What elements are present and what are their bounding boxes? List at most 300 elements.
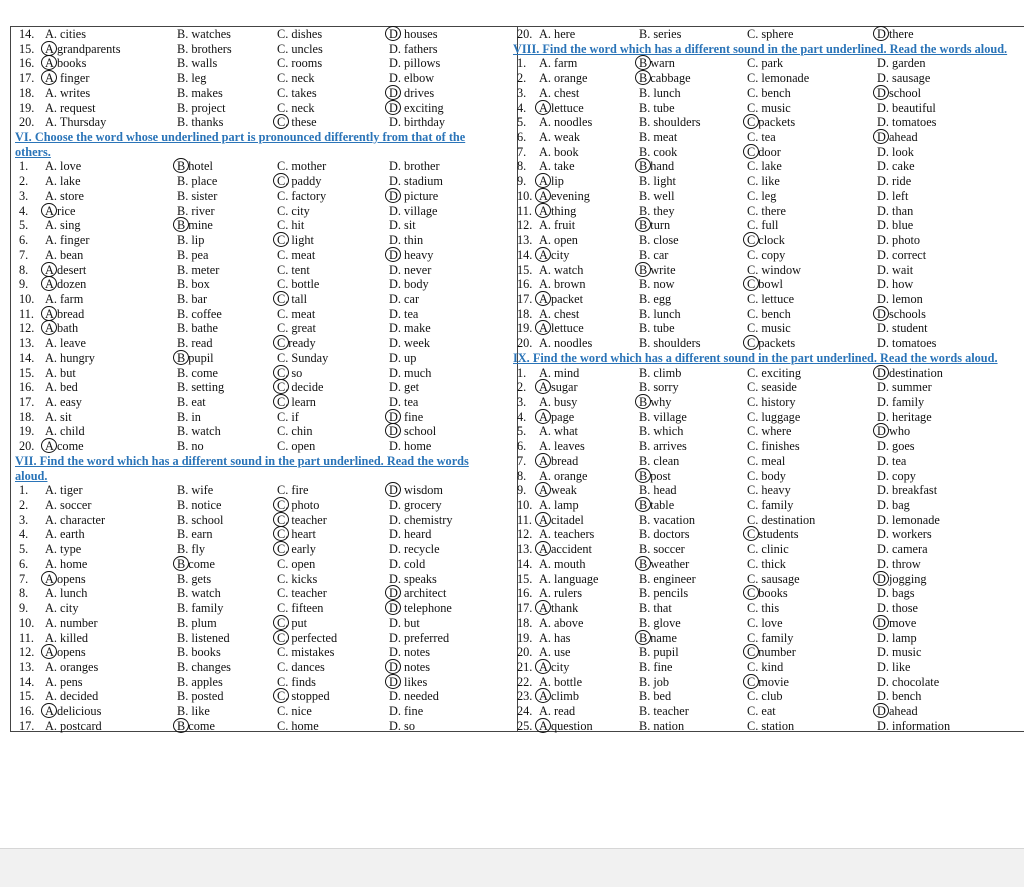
- option-word: tent: [291, 262, 310, 277]
- answer-option: [877, 424, 910, 439]
- answer-option: [45, 366, 76, 381]
- answer-option: [389, 483, 443, 498]
- answer-option: [747, 321, 791, 336]
- option-word: what: [554, 424, 578, 439]
- option-word: busy: [554, 395, 578, 409]
- answer-option: [877, 27, 914, 42]
- option-word: tube: [653, 100, 675, 115]
- answer-option: [277, 631, 337, 646]
- question-row: [15, 115, 513, 130]
- answer-option: [639, 410, 687, 425]
- answer-option: [747, 513, 815, 528]
- option-word: family: [191, 601, 224, 616]
- question-number: 8.: [19, 586, 29, 601]
- option-letter: C.: [277, 350, 289, 365]
- option-letter: D.: [389, 556, 401, 571]
- question-number: 5.: [19, 218, 29, 233]
- option-letter: D.: [877, 512, 889, 527]
- option-letter: B.: [639, 704, 651, 719]
- answer-option: [45, 586, 87, 601]
- option-letter: C.: [747, 85, 759, 100]
- answer-option: [45, 601, 79, 616]
- option-word: tomatoes: [892, 336, 937, 351]
- option-word: writes: [60, 85, 91, 100]
- answer-option: [389, 424, 436, 439]
- option-letter: C.: [747, 483, 759, 498]
- option-word: how: [892, 277, 914, 292]
- answer-option: [639, 631, 677, 646]
- option-word: meal: [761, 453, 786, 468]
- option-letter: B.: [177, 424, 189, 439]
- answer-option: [877, 307, 926, 322]
- option-letter: B.: [639, 277, 651, 292]
- answer-option: [639, 307, 681, 322]
- option-word: kind: [761, 659, 784, 674]
- option-letter: A.: [539, 233, 551, 248]
- option-word: bottle: [554, 674, 583, 689]
- answer-option: [539, 71, 588, 86]
- question-number: 7.: [517, 144, 527, 159]
- option-letter: C.: [747, 704, 759, 719]
- option-word: number: [758, 645, 796, 660]
- circled-option-letter: D.: [389, 483, 401, 498]
- option-letter: D.: [389, 233, 401, 248]
- option-word: movie: [758, 674, 790, 689]
- circled-option-letter: A: [45, 571, 54, 586]
- answer-option: [45, 616, 98, 631]
- option-word: than: [892, 203, 914, 218]
- question-row: [513, 336, 1021, 351]
- answer-option: [639, 542, 685, 557]
- circled-option-letter: A: [539, 321, 548, 336]
- answer-option: [277, 71, 315, 86]
- answer-option: [177, 704, 210, 719]
- circled-option-letter: C.: [277, 689, 289, 704]
- question-number: 6.: [19, 233, 29, 248]
- question-number: 19.: [19, 100, 35, 115]
- section-heading: aloud.: [15, 468, 48, 483]
- option-word: family: [761, 630, 794, 645]
- circled-option-letter: D.: [389, 601, 401, 616]
- question-row: [15, 704, 513, 719]
- option-letter: C.: [747, 159, 759, 174]
- option-word: leg: [761, 188, 777, 203]
- answer-option: [877, 366, 943, 381]
- option-word: read: [191, 336, 213, 351]
- option-letter: B.: [639, 130, 651, 145]
- option-letter: D.: [877, 262, 889, 277]
- question-row: [513, 527, 1021, 542]
- option-letter: D.: [389, 203, 401, 218]
- option-word: mother: [291, 159, 327, 174]
- option-word: soccer: [653, 542, 685, 557]
- answer-option: [277, 189, 326, 204]
- answer-option: [277, 351, 328, 366]
- option-letter: A.: [539, 615, 551, 630]
- option-word: store: [60, 188, 84, 203]
- circled-option-letter: C.: [277, 498, 289, 513]
- option-letter: C.: [277, 704, 289, 719]
- option-letter: B.: [177, 203, 189, 218]
- option-word: heavy: [761, 483, 791, 498]
- question-number: 24.: [517, 704, 533, 719]
- answer-option: [539, 263, 583, 278]
- answer-option: [177, 439, 204, 454]
- circled-option-letter: D: [877, 306, 886, 321]
- answer-option: [747, 366, 801, 381]
- question-row: [15, 292, 513, 307]
- option-letter: D.: [389, 718, 401, 733]
- question-row: [513, 660, 1021, 675]
- question-number: 5.: [517, 115, 527, 130]
- option-letter: D.: [877, 453, 889, 468]
- option-word: brown: [554, 277, 586, 292]
- answer-option: [539, 321, 584, 336]
- circled-option-letter: C.: [277, 291, 289, 306]
- option-word: camera: [892, 542, 928, 557]
- answer-option: [277, 572, 317, 587]
- question-number: 13.: [517, 233, 533, 248]
- answer-option: [389, 675, 427, 690]
- option-letter: D.: [389, 512, 401, 527]
- option-letter: B.: [639, 100, 651, 115]
- option-word: orange: [554, 468, 588, 483]
- question-number: 14.: [517, 556, 533, 571]
- option-word: doctors: [653, 527, 690, 542]
- answer-option: [639, 586, 688, 601]
- option-word: heavy: [404, 247, 434, 262]
- option-letter: D.: [389, 174, 401, 189]
- option-word: listened: [191, 630, 230, 645]
- option-letter: C.: [277, 71, 289, 86]
- option-letter: A.: [539, 277, 551, 292]
- answer-option: [177, 263, 219, 278]
- question-number: 14.: [19, 350, 35, 365]
- option-letter: D.: [389, 291, 401, 306]
- question-number: 4.: [517, 100, 527, 115]
- question-number: 13.: [19, 336, 35, 351]
- answer-option: [877, 557, 921, 572]
- question-row: [513, 86, 1021, 101]
- option-word: chest: [554, 85, 580, 100]
- option-letter: A.: [45, 630, 57, 645]
- circled-option-letter: A: [45, 277, 54, 292]
- option-letter: C.: [747, 262, 759, 277]
- question-row: [513, 56, 1021, 71]
- answer-option: [45, 277, 86, 292]
- question-row: [15, 218, 513, 233]
- answer-option: [747, 380, 797, 395]
- option-word: wife: [191, 483, 214, 498]
- option-word: those: [892, 601, 919, 616]
- option-word: watch: [191, 586, 221, 601]
- option-letter: B.: [639, 336, 651, 351]
- answer-option: [877, 218, 913, 233]
- question-row: [513, 454, 1021, 469]
- question-number: 14.: [517, 247, 533, 262]
- option-word: left: [892, 188, 909, 203]
- option-letter: D.: [389, 645, 401, 660]
- answer-option: [747, 71, 809, 86]
- option-letter: B.: [177, 115, 189, 130]
- option-word: sugar: [550, 380, 578, 395]
- option-letter: B.: [639, 601, 651, 616]
- answer-option: [389, 174, 443, 189]
- question-row: [513, 675, 1021, 690]
- option-letter: C.: [277, 409, 289, 424]
- option-word: lunch: [60, 586, 88, 601]
- option-word: lip: [191, 233, 205, 248]
- circled-option-letter: B: [639, 468, 648, 483]
- option-letter: B.: [639, 659, 651, 674]
- option-word: full: [761, 218, 779, 233]
- question-row: [513, 101, 1021, 116]
- option-word: bag: [892, 498, 910, 513]
- question-row: [15, 719, 513, 734]
- answer-option: [877, 601, 918, 616]
- option-word: weak: [554, 130, 580, 145]
- question-row: [15, 689, 513, 704]
- option-word: meat: [291, 306, 316, 321]
- option-letter: D.: [877, 56, 889, 71]
- option-word: school: [404, 424, 437, 439]
- option-word: bathe: [191, 321, 218, 336]
- answer-option: [177, 307, 222, 322]
- option-letter: D.: [877, 409, 889, 424]
- question-row: [513, 572, 1021, 587]
- option-letter: A.: [45, 174, 57, 189]
- circled-option-letter: A: [45, 203, 54, 218]
- option-word: garden: [892, 56, 926, 71]
- question-number: 2.: [517, 71, 527, 86]
- option-word: tall: [291, 291, 308, 306]
- option-word: chocolate: [892, 674, 940, 689]
- answer-option: [177, 395, 206, 410]
- option-word: copy: [761, 247, 786, 262]
- question-row: [15, 601, 513, 616]
- answer-option: [877, 292, 923, 307]
- option-letter: C.: [747, 409, 759, 424]
- option-letter: C.: [277, 645, 289, 660]
- option-word: make: [404, 321, 431, 336]
- question-row: [513, 366, 1021, 381]
- answer-option: [639, 233, 679, 248]
- answer-option: [277, 645, 334, 660]
- option-word: if: [291, 409, 299, 424]
- answer-option: [277, 263, 310, 278]
- circled-option-letter: A: [45, 262, 54, 277]
- option-letter: D.: [389, 56, 401, 71]
- option-letter: B.: [639, 542, 651, 557]
- option-letter: D.: [389, 689, 401, 704]
- option-letter: B.: [177, 586, 189, 601]
- question-number: 9.: [19, 601, 29, 616]
- option-word: put: [291, 615, 308, 630]
- option-letter: D.: [877, 247, 889, 262]
- answer-option: [539, 527, 594, 542]
- option-word: series: [653, 27, 682, 41]
- option-word: music: [892, 645, 922, 660]
- option-letter: B.: [639, 321, 651, 336]
- option-word: family: [892, 395, 925, 409]
- option-word: desert: [56, 262, 87, 277]
- option-word: bar: [191, 291, 208, 306]
- option-letter: C.: [277, 247, 289, 262]
- option-letter: D.: [877, 71, 889, 86]
- answer-option: [277, 277, 319, 292]
- option-letter: C.: [747, 321, 759, 336]
- circled-option-letter: C.: [277, 395, 289, 409]
- answer-option: [639, 277, 675, 292]
- option-letter: D.: [389, 159, 401, 174]
- option-word: open: [554, 233, 578, 248]
- answer-option: [539, 410, 574, 425]
- option-word: early: [291, 542, 316, 557]
- question-number: 17.: [19, 395, 35, 409]
- option-letter: B.: [639, 233, 651, 248]
- question-number: 9.: [517, 174, 527, 189]
- option-letter: D.: [389, 542, 401, 557]
- answer-option: [389, 660, 430, 675]
- option-word: rooms: [291, 56, 323, 71]
- option-word: pea: [191, 247, 209, 262]
- option-word: come: [188, 556, 215, 571]
- option-word: here: [554, 27, 576, 41]
- option-word: weak: [550, 483, 577, 498]
- circled-option-letter: D: [877, 615, 886, 630]
- option-word: tube: [653, 321, 675, 336]
- question-number: 11.: [517, 512, 532, 527]
- option-word: jogging: [888, 571, 927, 586]
- answer-option: [389, 351, 416, 366]
- option-letter: A.: [45, 674, 57, 689]
- answer-option: [877, 71, 930, 86]
- option-word: schools: [888, 306, 926, 321]
- option-letter: D.: [877, 395, 889, 409]
- question-row: [513, 115, 1021, 130]
- question-row: [513, 218, 1021, 233]
- answer-option: [177, 483, 213, 498]
- option-word: evening: [550, 188, 590, 203]
- option-letter: C.: [747, 130, 759, 145]
- answer-option: [45, 410, 72, 425]
- option-word: hit: [291, 218, 305, 233]
- option-word: copy: [892, 468, 916, 483]
- option-word: great: [291, 321, 316, 336]
- answer-option: [277, 321, 316, 336]
- circled-option-letter: C.: [277, 630, 289, 645]
- option-letter: A.: [45, 527, 57, 542]
- question-number: 6.: [19, 556, 29, 571]
- question-number: 5.: [19, 542, 29, 557]
- option-word: farm: [554, 56, 578, 71]
- option-word: glove: [653, 615, 681, 630]
- question-number: 16.: [517, 586, 533, 601]
- answer-option: [177, 42, 232, 57]
- option-letter: A.: [539, 468, 551, 483]
- circled-option-letter: C: [747, 336, 756, 351]
- option-letter: C.: [277, 556, 289, 571]
- option-letter: B.: [639, 586, 651, 601]
- option-word: coffee: [191, 306, 222, 321]
- question-row: [513, 616, 1021, 631]
- option-word: tea: [892, 453, 907, 468]
- option-word: fine: [404, 704, 424, 719]
- question-row: [15, 616, 513, 631]
- option-word: much: [404, 365, 432, 380]
- option-letter: D.: [389, 336, 401, 351]
- question-row: [15, 336, 513, 351]
- answer-option: [389, 56, 440, 71]
- option-word: turn: [650, 218, 671, 233]
- question-row: [513, 277, 1021, 292]
- answer-option: [747, 601, 779, 616]
- answer-option: [639, 101, 675, 116]
- section-heading: VI. Choose the word whose underlined part is pronounced differently from that of the: [15, 130, 466, 145]
- option-word: notice: [191, 498, 222, 513]
- option-letter: B.: [177, 704, 189, 719]
- option-letter: B.: [177, 365, 189, 380]
- option-word: preferred: [404, 630, 450, 645]
- option-word: no: [191, 439, 204, 454]
- answer-option: [877, 130, 918, 145]
- option-word: rulers: [554, 586, 583, 601]
- answer-option: [539, 395, 577, 410]
- answer-option: [45, 189, 84, 204]
- option-word: pillows: [404, 56, 441, 71]
- question-number: 15.: [19, 41, 35, 56]
- option-letter: A.: [45, 395, 57, 409]
- answer-option: [389, 233, 423, 248]
- option-word: mind: [554, 365, 580, 380]
- circled-option-letter: C.: [277, 233, 289, 248]
- answer-option: [747, 719, 794, 734]
- option-word: city: [291, 203, 310, 218]
- option-word: finger: [60, 71, 90, 86]
- option-letter: A.: [45, 601, 57, 616]
- question-row: [513, 292, 1021, 307]
- question-number: 15.: [19, 365, 35, 380]
- question-row: [15, 513, 513, 528]
- option-word: river: [191, 203, 215, 218]
- answer-option: [177, 410, 201, 425]
- circled-option-letter: C.: [277, 542, 289, 557]
- option-letter: B.: [177, 188, 189, 203]
- question-row: [15, 483, 513, 498]
- option-letter: D.: [877, 689, 889, 704]
- answer-option: [539, 380, 578, 395]
- answer-option: [177, 645, 221, 660]
- question-row: [15, 586, 513, 601]
- option-word: like: [892, 659, 911, 674]
- option-word: bath: [56, 321, 79, 336]
- answer-option: [389, 689, 439, 704]
- circled-option-letter: D.: [389, 85, 401, 100]
- circled-option-letter: B: [639, 71, 648, 86]
- option-letter: C.: [747, 556, 759, 571]
- option-letter: C.: [277, 321, 289, 336]
- option-letter: A.: [45, 291, 57, 306]
- option-word: brother: [404, 159, 440, 174]
- option-letter: B.: [639, 615, 651, 630]
- answer-option: [539, 204, 576, 219]
- option-word: ready: [288, 336, 316, 351]
- circled-option-letter: B: [639, 159, 648, 174]
- question-number: 1.: [517, 365, 527, 380]
- option-word: this: [761, 601, 780, 616]
- circled-option-letter: A: [539, 483, 548, 498]
- question-row: [15, 395, 513, 410]
